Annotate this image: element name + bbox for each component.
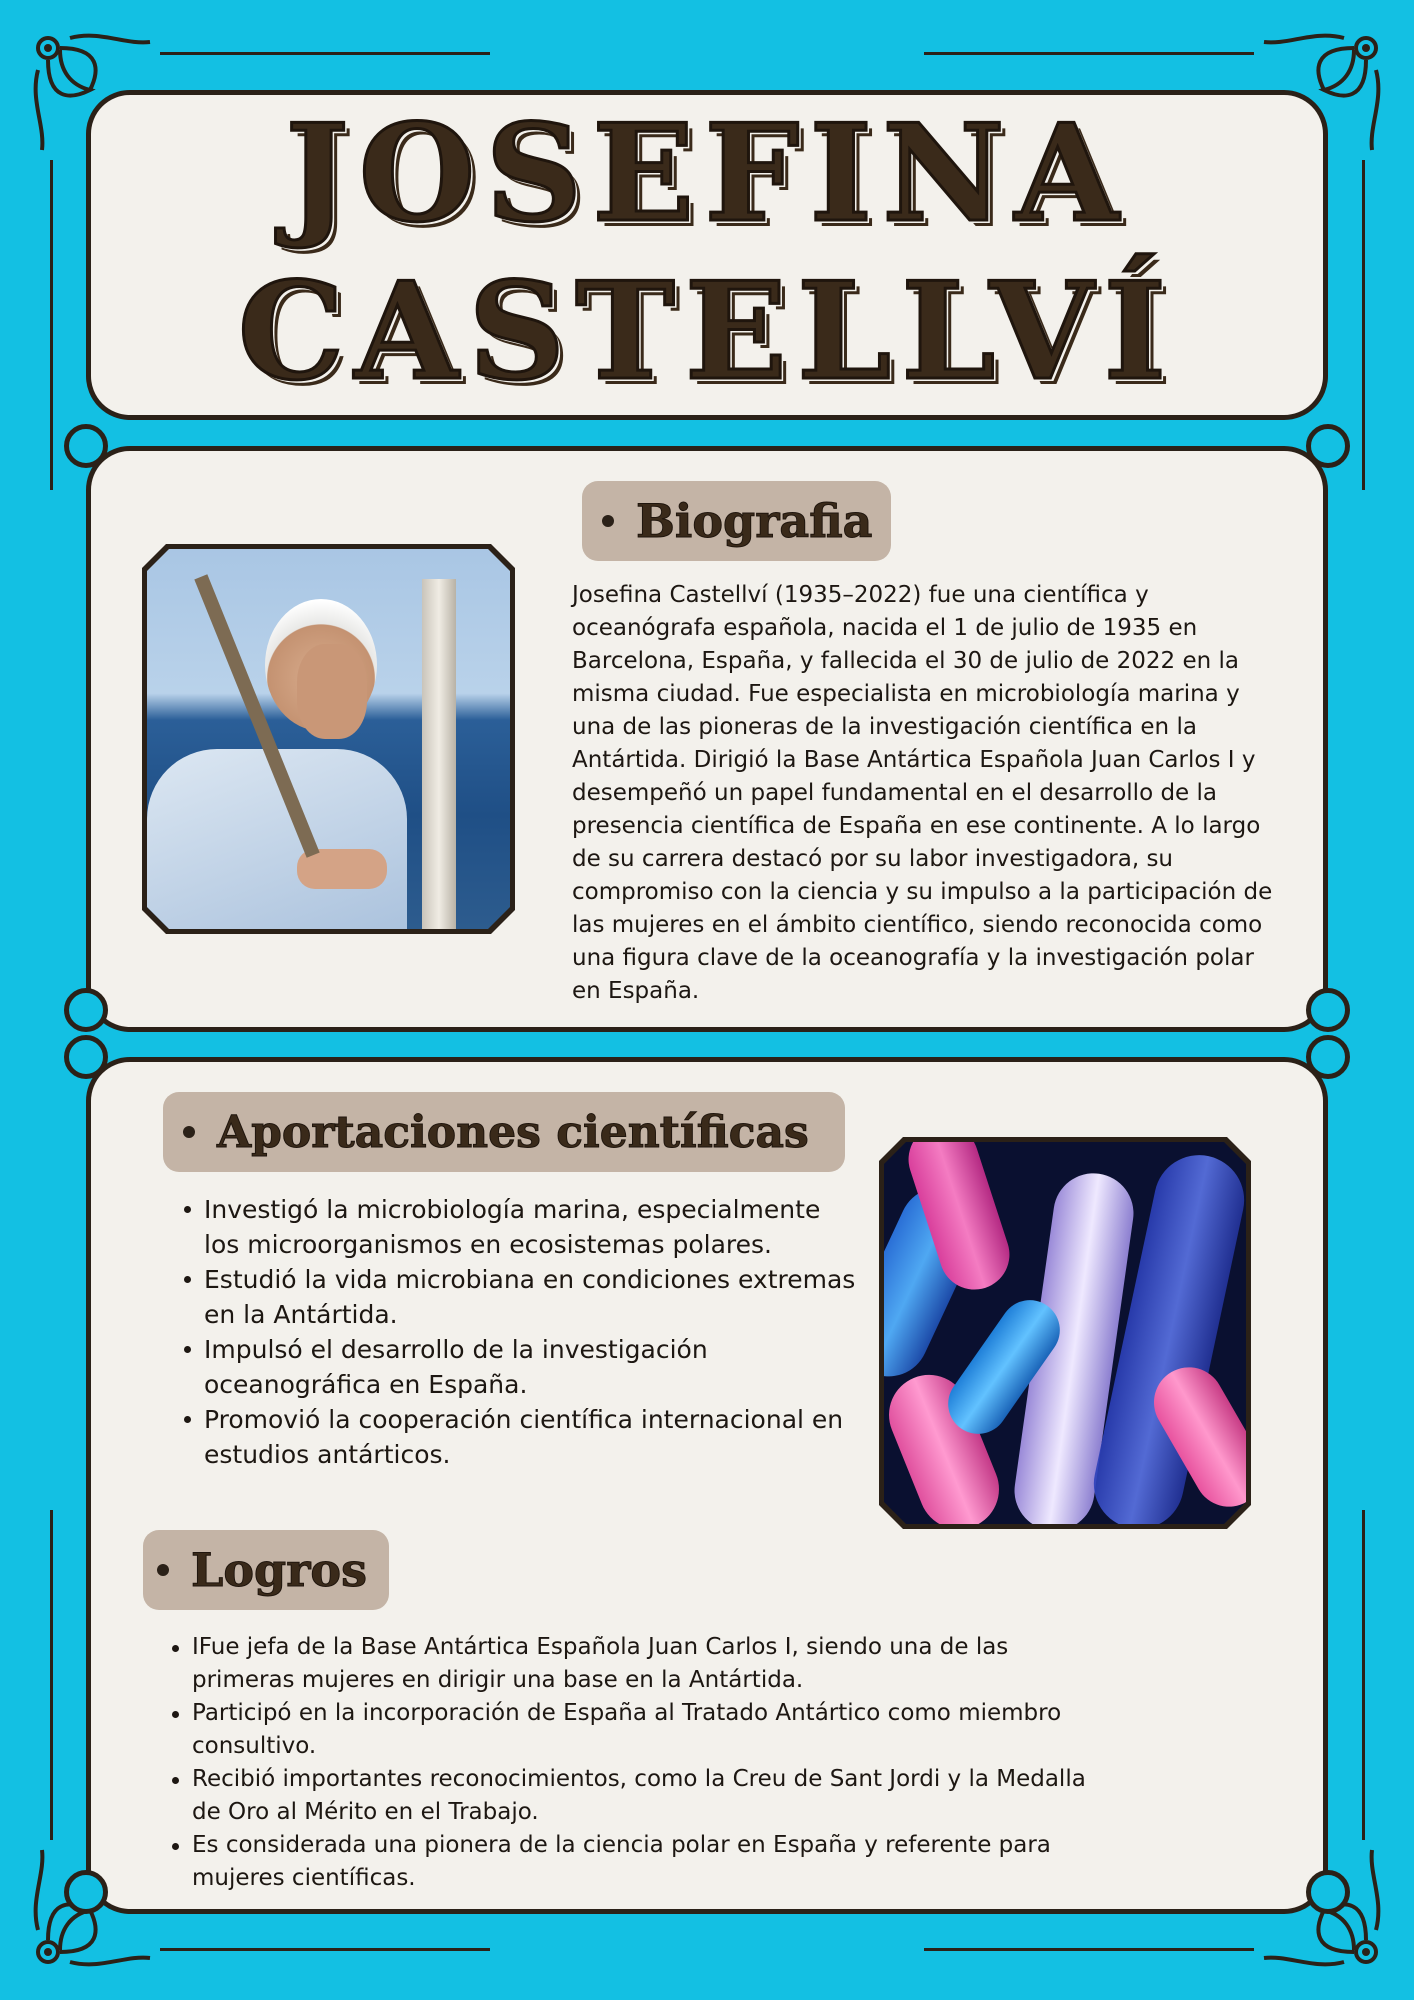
- panel-notch: [64, 1870, 108, 1914]
- title-first-name: JOSEFINA: [285, 94, 1129, 252]
- list-item: Participó en la incorporación de España al Tratado Antártico como miembro consultivo.: [192, 1697, 1086, 1763]
- panel-notch: [1306, 988, 1350, 1032]
- list-item: Impulsó el desarrollo de la investigación oceanográfica en España.: [204, 1332, 858, 1402]
- biography-heading: [582, 481, 891, 561]
- panel-notch: [64, 424, 108, 468]
- list-item: IFue jefa de la Base Antártica Española Juan Carlos I, siendo una de las primeras mujeres en dirigir una base en la Antártida.: [192, 1631, 1086, 1697]
- bottom-rule-left: [160, 1948, 490, 1951]
- panel-notch: [64, 1035, 108, 1079]
- bullet-dot: [157, 1564, 169, 1576]
- contributions-list: [178, 1192, 858, 1472]
- top-rule-left: [160, 52, 490, 55]
- contributions-heading-label: Aportaciones científicas: [217, 1106, 809, 1158]
- title-last-name: CASTELLVÍ: [237, 252, 1177, 410]
- achievements-list: [166, 1631, 1086, 1895]
- bottom-rule-right: [924, 1948, 1254, 1951]
- portrait-photo: [142, 544, 515, 934]
- bullet-dot: [183, 1126, 195, 1138]
- side-rule-left-bottom: [50, 1510, 53, 1840]
- bacteria-image: [879, 1137, 1251, 1529]
- panel-notch: [64, 988, 108, 1032]
- contributions-heading: [163, 1092, 845, 1172]
- biography-text: Josefina Castellví (1935–2022) fue una científica y oceanógrafa española, nacida el 1 de julio de 1935 en Barcelona, España, y fallecida el 30 de julio de 2022 en la misma ciudad. Fue especialista en microbiología marina y una de las pioneras de la investigación científica en la Antártida. Dirigió la Base Antártica Española Juan Carlos I y desempeñó un papel fundamental en el desarrollo de la presencia científica de España en ese continente. A lo largo de su carrera destacó por su labor investigadora, su compromiso con la ciencia y su impulso a la participación de las mujeres en el ámbito científico, siendo reconocida como una figura clave de la oceanografía y la investigación polar en España.: [572, 582, 1273, 1004]
- panel-notch: [1306, 424, 1350, 468]
- list-item: Es considerada una pionera de la ciencia polar en España y referente para mujeres científicas.: [192, 1829, 1086, 1895]
- side-rule-right-bottom: [1362, 1510, 1365, 1840]
- panel-notch: [1306, 1870, 1350, 1914]
- list-item: Promovió la cooperación científica internacional en estudios antárticos.: [204, 1402, 858, 1472]
- top-rule-right: [924, 52, 1254, 55]
- biography-heading-label: Biografia: [636, 494, 873, 548]
- list-item: Investigó la microbiología marina, especialmente los microorganismos en ecosistemas polares.: [204, 1192, 858, 1262]
- bullet-dot: [602, 515, 614, 527]
- list-item: Estudió la vida microbiana en condiciones extremas en la Antártida.: [204, 1262, 858, 1332]
- achievements-heading: [143, 1530, 389, 1610]
- panel-notch: [1306, 1035, 1350, 1079]
- list-item: Recibió importantes reconocimientos, como la Creu de Sant Jordi y la Medalla de Oro al Mérito en el Trabajo.: [192, 1763, 1086, 1829]
- achievements-heading-label: Logros: [191, 1543, 368, 1597]
